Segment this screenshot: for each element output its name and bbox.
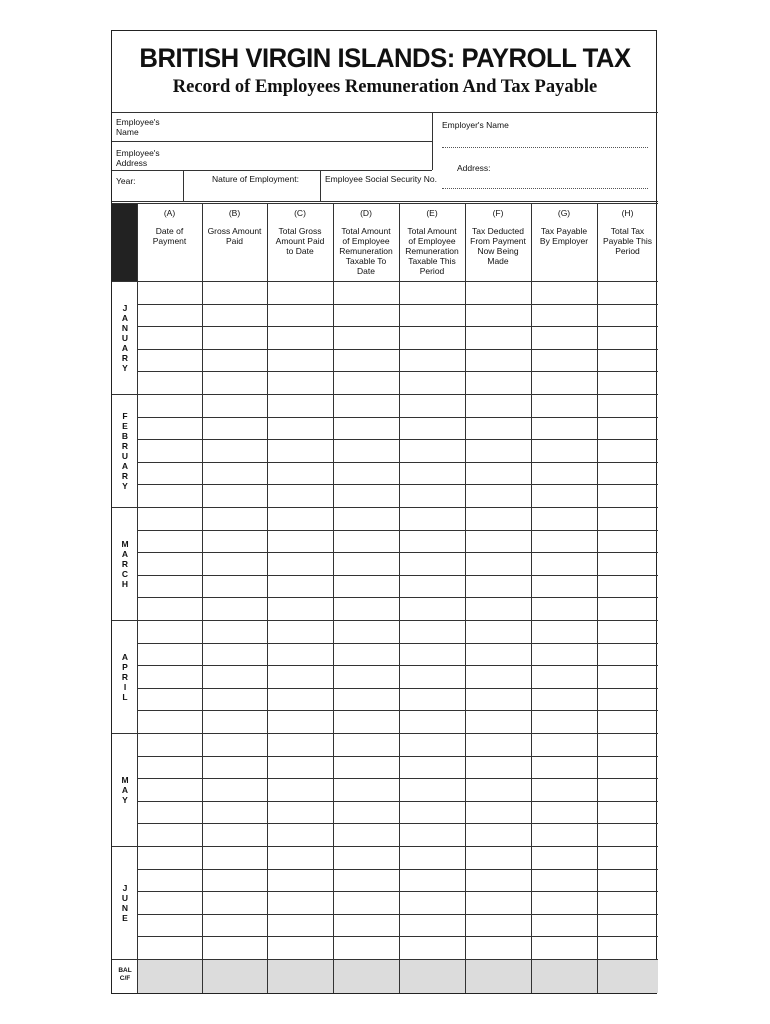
table-cell[interactable] bbox=[203, 666, 266, 687]
table-cell[interactable] bbox=[400, 824, 464, 845]
table-cell[interactable] bbox=[400, 779, 464, 800]
table-cell[interactable] bbox=[334, 824, 398, 845]
table-top-line bbox=[112, 203, 658, 204]
balance-cell[interactable] bbox=[466, 960, 530, 992]
month-label: J A N U A R Y bbox=[121, 302, 129, 373]
month-label: M A Y bbox=[121, 774, 129, 805]
month-label: A P R I L bbox=[121, 651, 129, 702]
nature-field[interactable] bbox=[184, 186, 319, 200]
nature-label: Nature of Employment: bbox=[212, 174, 299, 184]
table-cell[interactable] bbox=[203, 372, 266, 393]
table-cell[interactable] bbox=[203, 305, 266, 326]
table-cell[interactable] bbox=[400, 327, 464, 348]
table-cell[interactable] bbox=[268, 892, 332, 913]
table-cell[interactable] bbox=[334, 327, 398, 348]
table-cell[interactable] bbox=[138, 372, 201, 393]
table-cell[interactable] bbox=[400, 372, 464, 393]
table-cell[interactable] bbox=[400, 847, 464, 868]
table-cell[interactable] bbox=[138, 644, 201, 665]
table-cell[interactable] bbox=[268, 282, 332, 303]
table-cell[interactable] bbox=[138, 734, 201, 755]
table-cell[interactable] bbox=[532, 463, 596, 484]
table-cell[interactable] bbox=[598, 915, 657, 936]
employer-name-line bbox=[442, 147, 648, 148]
table-cell[interactable] bbox=[334, 847, 398, 868]
table-cell[interactable] bbox=[334, 779, 398, 800]
table-cell[interactable] bbox=[400, 915, 464, 936]
table-cell[interactable] bbox=[203, 418, 266, 439]
column-letter: (H) bbox=[621, 208, 634, 218]
table-cell[interactable] bbox=[334, 372, 398, 393]
table-cell[interactable] bbox=[268, 711, 332, 732]
table-cell[interactable] bbox=[400, 305, 464, 326]
table-cell[interactable] bbox=[203, 621, 266, 642]
table-cell[interactable] bbox=[203, 824, 266, 845]
table-cell[interactable] bbox=[138, 802, 201, 823]
table-cell[interactable] bbox=[268, 327, 332, 348]
table-cell[interactable] bbox=[138, 598, 201, 619]
table-cell[interactable] bbox=[598, 395, 657, 416]
table-cell[interactable] bbox=[268, 305, 332, 326]
table-cell[interactable] bbox=[203, 463, 266, 484]
table-cell[interactable] bbox=[334, 689, 398, 710]
table-cell[interactable] bbox=[203, 779, 266, 800]
table-cell[interactable] bbox=[138, 553, 201, 574]
table-cell[interactable] bbox=[203, 576, 266, 597]
table-cell[interactable] bbox=[334, 870, 398, 891]
table-cell[interactable] bbox=[203, 937, 266, 958]
table-cell[interactable] bbox=[203, 531, 266, 552]
table-cell[interactable] bbox=[268, 485, 332, 506]
table-cell[interactable] bbox=[532, 824, 596, 845]
year-label: Year: bbox=[116, 176, 136, 186]
column-header: Tax Payable By Employer bbox=[539, 226, 589, 246]
balance-cell[interactable] bbox=[268, 960, 332, 992]
table-cell[interactable] bbox=[203, 892, 266, 913]
table-cell[interactable] bbox=[598, 598, 657, 619]
column-header: Total Gross Amount Paid to Date bbox=[275, 226, 325, 256]
table-cell[interactable] bbox=[598, 621, 657, 642]
table-cell[interactable] bbox=[400, 282, 464, 303]
table-cell[interactable] bbox=[268, 937, 332, 958]
table-cell[interactable] bbox=[598, 485, 657, 506]
balance-cell[interactable] bbox=[400, 960, 464, 992]
table-cell[interactable] bbox=[138, 305, 201, 326]
table-cell[interactable] bbox=[268, 847, 332, 868]
column-header: Tax Deducted From Payment Now Being Made bbox=[470, 226, 526, 266]
header-black-bar bbox=[112, 203, 137, 281]
table-cell[interactable] bbox=[466, 802, 530, 823]
month-label: J U N E bbox=[121, 882, 129, 923]
employer-name-field[interactable] bbox=[442, 131, 648, 147]
table-cell[interactable] bbox=[268, 666, 332, 687]
table-cell[interactable] bbox=[598, 689, 657, 710]
table-cell[interactable] bbox=[268, 350, 332, 371]
address-field[interactable] bbox=[492, 171, 648, 187]
table-cell[interactable] bbox=[466, 937, 530, 958]
table-cell[interactable] bbox=[466, 576, 530, 597]
table-cell[interactable] bbox=[532, 395, 596, 416]
table-cell[interactable] bbox=[334, 598, 398, 619]
table-cell[interactable] bbox=[466, 824, 530, 845]
table-cell[interactable] bbox=[532, 644, 596, 665]
table-cell[interactable] bbox=[400, 666, 464, 687]
table-cell[interactable] bbox=[334, 350, 398, 371]
table-cell[interactable] bbox=[268, 598, 332, 619]
table-cell[interactable] bbox=[334, 666, 398, 687]
table-cell[interactable] bbox=[598, 508, 657, 529]
table-cell[interactable] bbox=[203, 440, 266, 461]
address-label: Address: bbox=[457, 163, 491, 173]
table-cell[interactable] bbox=[466, 847, 530, 868]
table-cell[interactable] bbox=[466, 870, 530, 891]
table-cell[interactable] bbox=[203, 508, 266, 529]
form-subtitle: Record of Employees Remuneration And Tax Payable bbox=[172, 77, 598, 97]
table-cell[interactable] bbox=[400, 711, 464, 732]
balance-cell[interactable] bbox=[203, 960, 266, 992]
table-cell[interactable] bbox=[466, 305, 530, 326]
table-cell[interactable] bbox=[466, 892, 530, 913]
table-cell[interactable] bbox=[532, 711, 596, 732]
table-cell[interactable] bbox=[400, 463, 464, 484]
table-cell[interactable] bbox=[400, 644, 464, 665]
employee-name-field[interactable] bbox=[160, 113, 430, 140]
table-cell[interactable] bbox=[203, 847, 266, 868]
table-cell[interactable] bbox=[400, 350, 464, 371]
table-cell[interactable] bbox=[334, 892, 398, 913]
table-cell[interactable] bbox=[138, 621, 201, 642]
table-cell[interactable] bbox=[532, 282, 596, 303]
table-cell[interactable] bbox=[466, 282, 530, 303]
table-cell[interactable] bbox=[400, 395, 464, 416]
table-cell[interactable] bbox=[138, 576, 201, 597]
table-cell[interactable] bbox=[400, 553, 464, 574]
table-cell[interactable] bbox=[334, 802, 398, 823]
table-cell[interactable] bbox=[203, 553, 266, 574]
table-cell[interactable] bbox=[138, 327, 201, 348]
table-cell[interactable] bbox=[203, 644, 266, 665]
table-cell[interactable] bbox=[203, 757, 266, 778]
table-cell[interactable] bbox=[400, 598, 464, 619]
column-letter: (G) bbox=[557, 208, 571, 218]
column-letter: (E) bbox=[426, 208, 438, 218]
table-cell[interactable] bbox=[138, 847, 201, 868]
employee-name-label: Employee's Name bbox=[116, 117, 160, 137]
table-cell[interactable] bbox=[466, 372, 530, 393]
table-cell[interactable] bbox=[598, 847, 657, 868]
table-cell[interactable] bbox=[203, 395, 266, 416]
table-cell[interactable] bbox=[138, 824, 201, 845]
table-cell[interactable] bbox=[334, 711, 398, 732]
table-cell[interactable] bbox=[400, 689, 464, 710]
table-cell[interactable] bbox=[400, 485, 464, 506]
table-cell[interactable] bbox=[400, 757, 464, 778]
table-cell[interactable] bbox=[268, 553, 332, 574]
table-cell[interactable] bbox=[138, 508, 201, 529]
table-cell[interactable] bbox=[532, 531, 596, 552]
employer-name-label: Employer's Name bbox=[442, 120, 509, 130]
table-cell[interactable] bbox=[203, 734, 266, 755]
table-cell[interactable] bbox=[400, 508, 464, 529]
table-cell[interactable] bbox=[268, 757, 332, 778]
table-cell[interactable] bbox=[466, 395, 530, 416]
table-cell[interactable] bbox=[532, 485, 596, 506]
table-cell[interactable] bbox=[598, 734, 657, 755]
table-cell[interactable] bbox=[400, 440, 464, 461]
table-cell[interactable] bbox=[334, 915, 398, 936]
table-cell[interactable] bbox=[334, 531, 398, 552]
table-cell[interactable] bbox=[334, 305, 398, 326]
month-label: M A R C H bbox=[121, 538, 129, 589]
table-cell[interactable] bbox=[466, 463, 530, 484]
table-cell[interactable] bbox=[203, 485, 266, 506]
table-cell[interactable] bbox=[466, 644, 530, 665]
table-cell[interactable] bbox=[532, 666, 596, 687]
table-cell[interactable] bbox=[598, 418, 657, 439]
table-cell[interactable] bbox=[138, 870, 201, 891]
table-cell[interactable] bbox=[138, 463, 201, 484]
employee-address-field[interactable] bbox=[160, 142, 430, 169]
table-cell[interactable] bbox=[532, 779, 596, 800]
table-cell[interactable] bbox=[268, 644, 332, 665]
table-cell[interactable] bbox=[466, 734, 530, 755]
table-cell[interactable] bbox=[268, 824, 332, 845]
table-cell[interactable] bbox=[334, 418, 398, 439]
table-cell[interactable] bbox=[400, 418, 464, 439]
table-cell[interactable] bbox=[598, 802, 657, 823]
balance-cell[interactable] bbox=[598, 960, 657, 992]
table-cell[interactable] bbox=[532, 350, 596, 371]
employer-divider bbox=[432, 112, 433, 170]
table-cell[interactable] bbox=[532, 440, 596, 461]
payroll-tax-form bbox=[111, 30, 657, 994]
table-cell[interactable] bbox=[268, 915, 332, 936]
table-cell[interactable] bbox=[532, 305, 596, 326]
table-cell[interactable] bbox=[138, 757, 201, 778]
table-cell[interactable] bbox=[532, 418, 596, 439]
balance-cell[interactable] bbox=[334, 960, 398, 992]
table-cell[interactable] bbox=[203, 870, 266, 891]
table-cell[interactable] bbox=[334, 485, 398, 506]
table-cell[interactable] bbox=[598, 463, 657, 484]
column-header: Total Tax Payable This Period bbox=[603, 226, 652, 256]
employee-address-label: Employee's Address bbox=[116, 148, 160, 168]
table-cell[interactable] bbox=[598, 553, 657, 574]
table-cell[interactable] bbox=[532, 689, 596, 710]
table-cell[interactable] bbox=[138, 440, 201, 461]
table-cell[interactable] bbox=[334, 576, 398, 597]
table-cell[interactable] bbox=[598, 644, 657, 665]
table-cell[interactable] bbox=[466, 440, 530, 461]
table-cell[interactable] bbox=[138, 937, 201, 958]
table-cell[interactable] bbox=[598, 870, 657, 891]
table-cell[interactable] bbox=[466, 711, 530, 732]
table-cell[interactable] bbox=[334, 508, 398, 529]
table-cell[interactable] bbox=[138, 418, 201, 439]
table-cell[interactable] bbox=[598, 327, 657, 348]
column-letter: (C) bbox=[294, 208, 306, 218]
table-cell[interactable] bbox=[203, 802, 266, 823]
table-cell[interactable] bbox=[203, 915, 266, 936]
table-cell[interactable] bbox=[400, 576, 464, 597]
table-cell[interactable] bbox=[532, 802, 596, 823]
table-cell[interactable] bbox=[334, 440, 398, 461]
table-cell[interactable] bbox=[598, 350, 657, 371]
column-letter: (B) bbox=[228, 208, 241, 218]
table-cell[interactable] bbox=[598, 711, 657, 732]
table-cell[interactable] bbox=[598, 576, 657, 597]
table-cell[interactable] bbox=[203, 711, 266, 732]
year-field[interactable] bbox=[142, 171, 182, 200]
table-cell[interactable] bbox=[334, 463, 398, 484]
table-cell[interactable] bbox=[334, 621, 398, 642]
table-cell[interactable] bbox=[268, 779, 332, 800]
table-cell[interactable] bbox=[138, 779, 201, 800]
table-cell[interactable] bbox=[598, 779, 657, 800]
table-cell[interactable] bbox=[138, 395, 201, 416]
table-cell[interactable] bbox=[598, 824, 657, 845]
table-cell[interactable] bbox=[532, 508, 596, 529]
table-cell[interactable] bbox=[598, 531, 657, 552]
table-cell[interactable] bbox=[203, 689, 266, 710]
table-cell[interactable] bbox=[532, 937, 596, 958]
table-cell[interactable] bbox=[268, 621, 332, 642]
table-cell[interactable] bbox=[598, 440, 657, 461]
ssn-label: Employee Social Security No. bbox=[325, 174, 437, 184]
table-cell[interactable] bbox=[268, 576, 332, 597]
table-cell[interactable] bbox=[400, 892, 464, 913]
column-header: Gross Amount Paid bbox=[207, 226, 262, 246]
table-cell[interactable] bbox=[532, 847, 596, 868]
table-cell[interactable] bbox=[268, 802, 332, 823]
table-cell[interactable] bbox=[138, 689, 201, 710]
table-cell[interactable] bbox=[268, 440, 332, 461]
table-cell[interactable] bbox=[334, 734, 398, 755]
table-cell[interactable] bbox=[334, 553, 398, 574]
table-cell[interactable] bbox=[466, 757, 530, 778]
table-cell[interactable] bbox=[138, 350, 201, 371]
table-cell[interactable] bbox=[268, 463, 332, 484]
table-cell[interactable] bbox=[466, 531, 530, 552]
table-cell[interactable] bbox=[466, 553, 530, 574]
table-cell[interactable] bbox=[466, 598, 530, 619]
table-cell[interactable] bbox=[400, 937, 464, 958]
form-title: BRITISH VIRGIN ISLANDS: PAYROLL TAX bbox=[139, 43, 631, 73]
address-line bbox=[442, 188, 648, 189]
column-letter: (F) bbox=[492, 208, 504, 218]
table-cell[interactable] bbox=[138, 282, 201, 303]
table-cell[interactable] bbox=[532, 553, 596, 574]
table-cell[interactable] bbox=[334, 282, 398, 303]
table-cell[interactable] bbox=[400, 621, 464, 642]
table-cell[interactable] bbox=[466, 915, 530, 936]
table-cell[interactable] bbox=[268, 508, 332, 529]
table-cell[interactable] bbox=[203, 598, 266, 619]
table-cell[interactable] bbox=[138, 485, 201, 506]
table-cell[interactable] bbox=[334, 757, 398, 778]
info-bottom-divider bbox=[112, 201, 658, 202]
table-cell[interactable] bbox=[598, 937, 657, 958]
table-cell[interactable] bbox=[598, 757, 657, 778]
table-cell[interactable] bbox=[268, 734, 332, 755]
table-cell[interactable] bbox=[598, 372, 657, 393]
table-cell[interactable] bbox=[268, 689, 332, 710]
table-cell[interactable] bbox=[532, 915, 596, 936]
table-cell[interactable] bbox=[400, 870, 464, 891]
table-cell[interactable] bbox=[532, 327, 596, 348]
column-letter: (D) bbox=[360, 208, 372, 218]
table-cell[interactable] bbox=[334, 644, 398, 665]
table-cell[interactable] bbox=[466, 485, 530, 506]
table-cell[interactable] bbox=[598, 892, 657, 913]
table-cell[interactable] bbox=[203, 282, 266, 303]
balance-cf-label: BAL C/F bbox=[118, 967, 132, 982]
table-cell[interactable] bbox=[268, 395, 332, 416]
column-header: Total Amount of Employee Remuneration Taxable This Period bbox=[405, 226, 459, 276]
table-cell[interactable] bbox=[532, 870, 596, 891]
table-cell[interactable] bbox=[532, 598, 596, 619]
table-cell[interactable] bbox=[532, 372, 596, 393]
table-cell[interactable] bbox=[138, 892, 201, 913]
table-cell[interactable] bbox=[466, 621, 530, 642]
table-cell[interactable] bbox=[466, 666, 530, 687]
column-header: Date of Payment bbox=[152, 226, 187, 246]
table-cell[interactable] bbox=[400, 531, 464, 552]
table-cell[interactable] bbox=[400, 734, 464, 755]
ssn-field[interactable] bbox=[321, 186, 431, 200]
table-cell[interactable] bbox=[268, 418, 332, 439]
table-cell[interactable] bbox=[532, 734, 596, 755]
table-cell[interactable] bbox=[532, 757, 596, 778]
table-cell[interactable] bbox=[466, 350, 530, 371]
table-cell[interactable] bbox=[268, 870, 332, 891]
table-cell[interactable] bbox=[203, 350, 266, 371]
month-label: F E B R U A R Y bbox=[121, 410, 129, 491]
table-cell[interactable] bbox=[598, 666, 657, 687]
table-cell[interactable] bbox=[138, 666, 201, 687]
table-cell[interactable] bbox=[268, 372, 332, 393]
table-cell[interactable] bbox=[400, 802, 464, 823]
table-cell[interactable] bbox=[532, 621, 596, 642]
balance-cell[interactable] bbox=[532, 960, 596, 992]
table-cell[interactable] bbox=[334, 395, 398, 416]
table-cell[interactable] bbox=[466, 418, 530, 439]
table-cell[interactable] bbox=[203, 327, 266, 348]
table-cell[interactable] bbox=[532, 892, 596, 913]
table-cell[interactable] bbox=[138, 711, 201, 732]
table-cell[interactable] bbox=[598, 305, 657, 326]
table-cell[interactable] bbox=[466, 508, 530, 529]
table-cell[interactable] bbox=[138, 915, 201, 936]
column-letter: (A) bbox=[163, 208, 176, 218]
column-header: Total Amount of Employee Remuneration Taxable To Date bbox=[339, 226, 393, 276]
table-cell[interactable] bbox=[138, 531, 201, 552]
table-cell[interactable] bbox=[466, 779, 530, 800]
table-cell[interactable] bbox=[598, 282, 657, 303]
table-cell[interactable] bbox=[532, 576, 596, 597]
balance-cell[interactable] bbox=[138, 960, 201, 992]
table-cell[interactable] bbox=[466, 689, 530, 710]
table-cell[interactable] bbox=[466, 327, 530, 348]
table-cell[interactable] bbox=[334, 937, 398, 958]
table-cell[interactable] bbox=[268, 531, 332, 552]
